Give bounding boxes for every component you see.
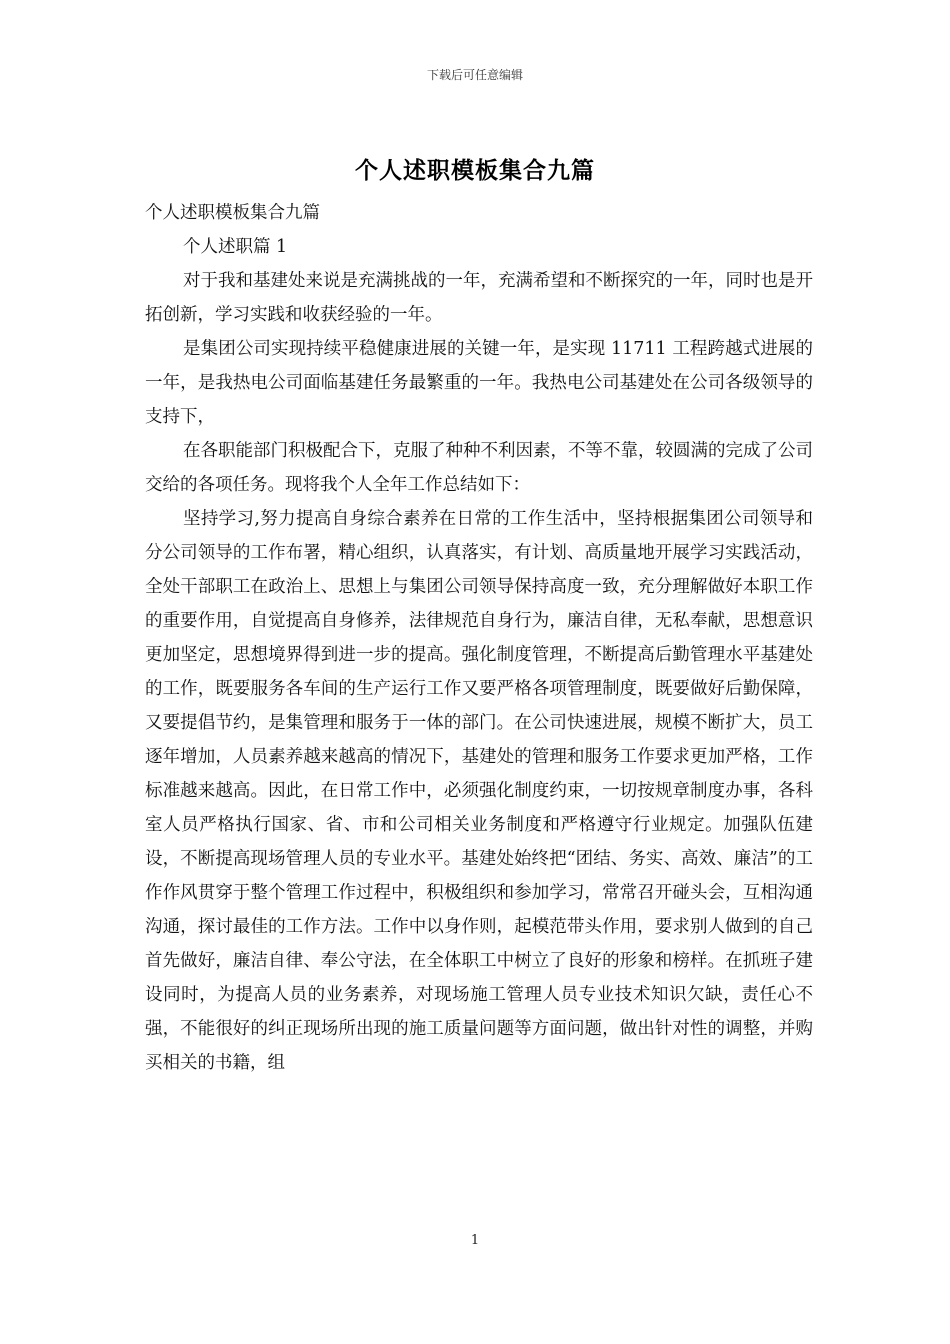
body-paragraph: 是集团公司实现持续平稳健康进展的关键一年，是实现 11711 工程跨越式进展的一年，是我热电公司面临基建任务最繁重的一年。我热电公司基建处在公司各级领导的支持下， bbox=[145, 339, 813, 427]
document-title: 个人述职模板集合九篇 bbox=[355, 157, 595, 184]
document-body bbox=[145, 196, 813, 1080]
page-number: 1 bbox=[470, 1233, 480, 1248]
body-paragraph: 对于我和基建处来说是充满挑战的一年，充满希望和不断探究的一年，同时也是开拓创新，学习实践和收获经验的一年。 bbox=[145, 271, 813, 325]
page-header-note: 下载后可任意编辑 bbox=[426, 68, 523, 82]
body-paragraph: 在各职能部门积极配合下，克服了种种不利因素，不等不靠，较圆满的完成了公司交给的各项任务。现将我个人全年工作总结如下： bbox=[145, 441, 813, 495]
body-paragraph: 坚持学习,努力提高自身综合素养在日常的工作生活中，坚持根据集团公司领导和分公司领导的工作布署，精心组织，认真落实，有计划、高质量地开展学习实践活动，全处干部职工在政治上、思想上与集团公司领导保持高度一致，充分理解做好本职工作的重要作用，自觉提高自身修养，法律规范自身行为，廉洁自律，无私奉献，思想意识更加坚定，思想境界得到进一步的提高。强化制度管理，不断提高后勤管理水平基建处的工作，既要服务各车间的生产运行工作又要严格各项管理制度，既要做好后勤保障，又要提倡节约，是集管理和服务于一体的部门。在公司快速进展，规模不断扩大，员工逐年增加，人员素养越来越高的情况下，基建处的管理和服务工作要求更加严格，工作标准越来越高。因此，在日常工作中，必须强化制度约束，一切按规章制度办事，各科室人员严格执行国家、省、市和公司相关业务制度和严格遵守行业规定。加强队伍建设，不断提高现场管理人员的专业水平。基建处始终把“团结、务实、高效、廉洁”的工作作风贯穿于整个管理工作过程中，积极组织和参加学习，常常召开碰头会，互相沟通沟通，探讨最佳的工作方法。工作中以身作则，起模范带头作用，要求别人做到的自己首先做好，廉洁自律、奉公守法，在全体职工中树立了良好的形象和榜样。在抓班子建设同时，为提高人员的业务素养，对现场施工管理人员专业技术知识欠缺，责任心不强，不能很好的纠正现场所出现的施工质量问题等方面问题，做出针对性的调整，并购买相关的书籍，组 bbox=[145, 509, 813, 1073]
document-subtitle: 个人述职模板集合九篇 bbox=[145, 203, 320, 223]
section-heading: 个人述职篇 1 bbox=[183, 237, 288, 257]
